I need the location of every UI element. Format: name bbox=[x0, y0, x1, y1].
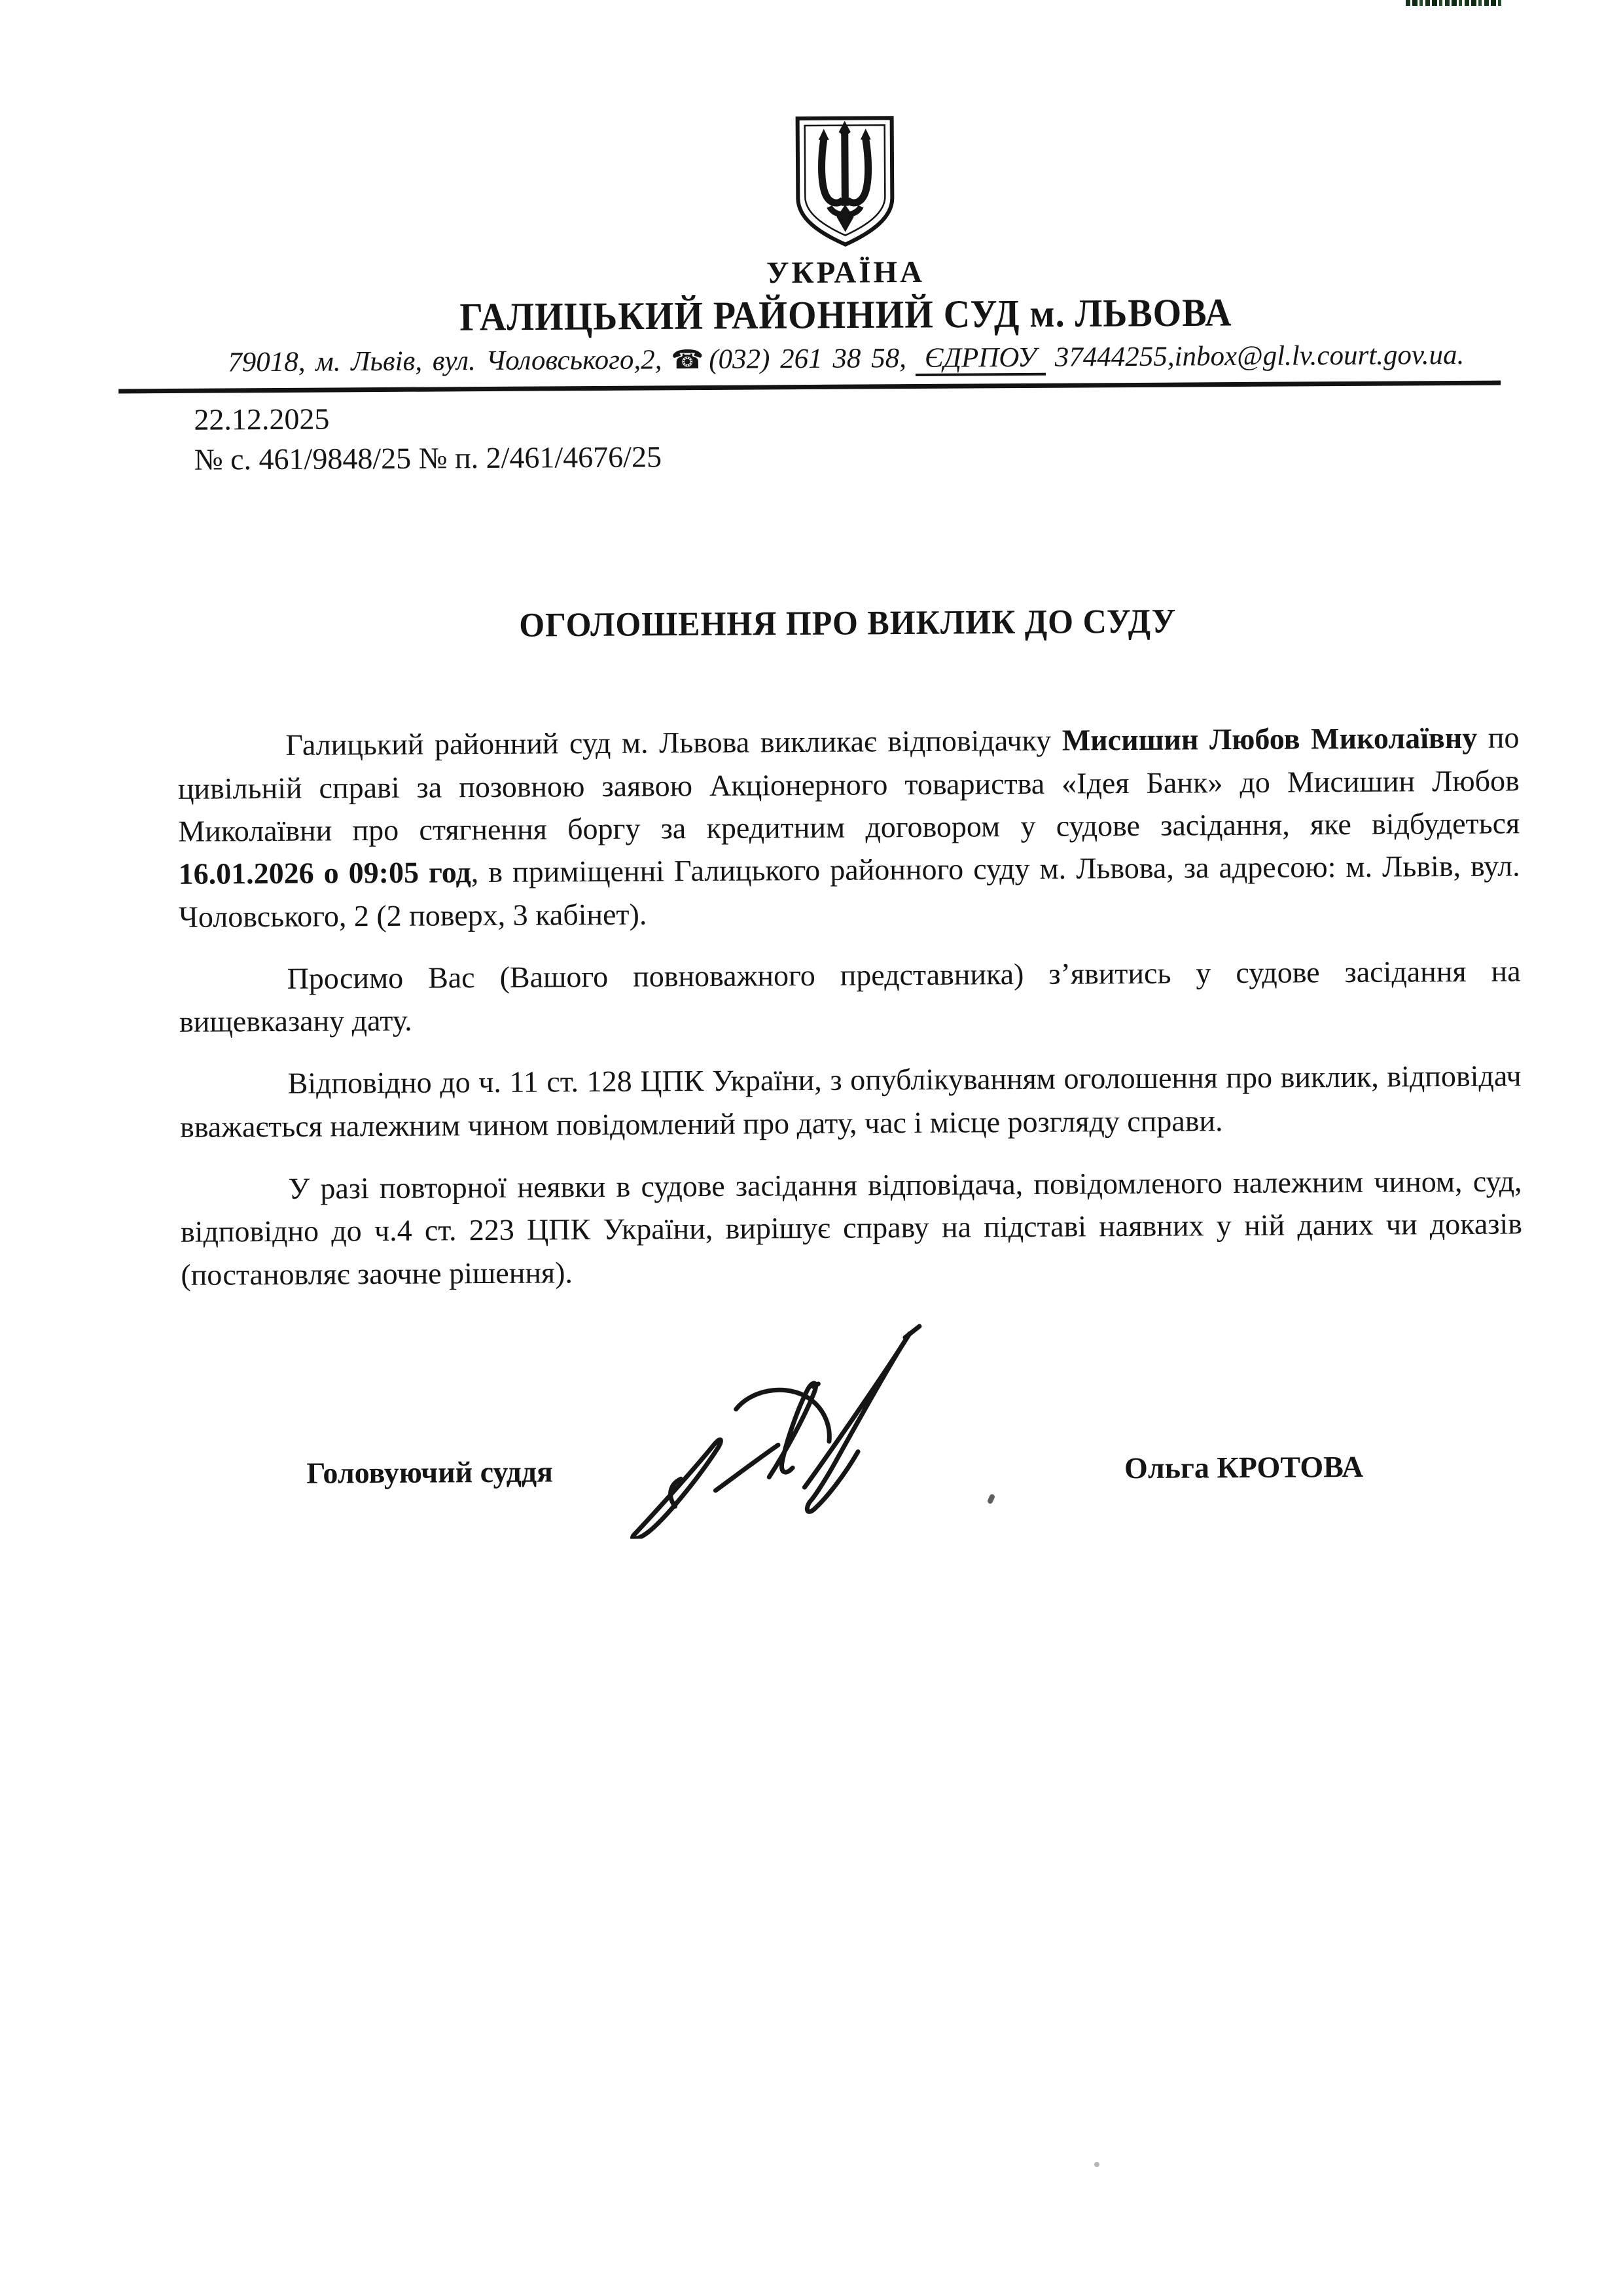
letterhead bbox=[174, 110, 1517, 381]
p1-run5: , в приміщенні Галицького районного суду м. Львова, за адресою: м. Львів, вул. Чоловського, 2 (2 поверх, 3 кабінет). bbox=[178, 849, 1520, 934]
judge-name: Ольга КРОТОВА bbox=[1124, 1449, 1364, 1485]
handwritten-signature bbox=[616, 1318, 932, 1539]
document-meta bbox=[175, 395, 1518, 478]
country-name: УКРАЇНА bbox=[766, 255, 925, 291]
address-part1: 79018, м. Львів, вул. Чоловського,2, bbox=[228, 344, 662, 378]
paragraph-legal-notice-128: Відповідно до ч. 11 ст. 128 ЦПК України, з опублікуванням оголошення про виклик, відповідач вважається належним чином повідомлений про дату, час і місце розгляду справи. bbox=[179, 1059, 1522, 1144]
edrpou-label: ЄДРПОУ bbox=[916, 342, 1046, 377]
document-date: 22.12.2025 bbox=[194, 402, 330, 437]
ink-speck bbox=[987, 1493, 995, 1504]
judge-role-label: Головуючий суддя bbox=[306, 1455, 554, 1490]
phone-number: (032) 261 38 58, bbox=[709, 343, 907, 375]
document-body bbox=[177, 716, 1522, 1296]
p1-run1: Галицький районний суд м. Львова викликає відповідачку bbox=[285, 723, 1062, 762]
defendant-name: Мисишин Любов Миколаївну bbox=[1061, 721, 1478, 757]
telephone-icon: ☎ bbox=[671, 345, 704, 376]
signature-block bbox=[182, 1448, 1524, 1491]
p1-run3: по цивільній справі за позовною заявою Акціонерного товариства «Ідея Банк» до Мисишин Любов Миколаївни про стягнення боргу за кредитним договором у судове засідання, яке відбудеться bbox=[177, 720, 1520, 848]
paragraph-summons bbox=[177, 716, 1520, 938]
header-divider bbox=[118, 381, 1501, 394]
court-address-line bbox=[175, 338, 1517, 381]
court-name: ГАЛИЦЬКИЙ РАЙОННИЙ СУД м. ЛЬВОВА bbox=[459, 291, 1232, 340]
paragraph-request: Просимо Вас (Вашого повноважного представника) з’явитись у судове засідання на вищевказану дату. bbox=[179, 954, 1521, 1039]
scan-dust-speck bbox=[1094, 2162, 1099, 2167]
hearing-datetime: 16.01.2026 о 09:05 год bbox=[178, 855, 471, 891]
document-title: ОГОЛОШЕННЯ ПРО ВИКЛИК ДО СУДУ bbox=[519, 601, 1177, 645]
case-numbers: № с. 461/9848/25 № п. 2/461/4676/25 bbox=[194, 440, 662, 477]
ukraine-trident-emblem bbox=[793, 114, 898, 249]
edrpou-number-and-email: 37444255,inbox@gl.lv.court.gov.ua. bbox=[1054, 339, 1465, 373]
paragraph-legal-notice-223: У разі повторної неявки в судове засідання відповідача, повідомленого належним чином, суд, відповідно до ч.4 ст. 223 ЦПК України, вирішує справу на підставі наявних у ній даних чи доказів (постановляє заочне рішення). bbox=[180, 1164, 1523, 1292]
